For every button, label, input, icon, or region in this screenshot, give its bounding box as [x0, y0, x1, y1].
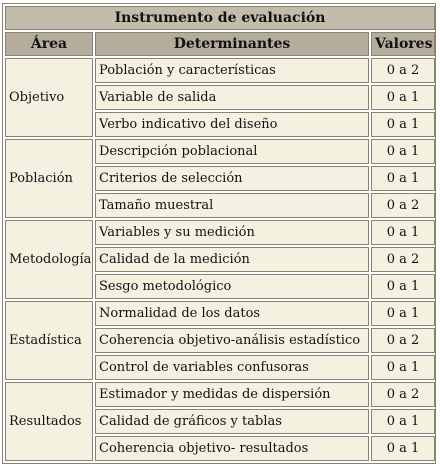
evaluation-table-frame — [2, 3, 436, 464]
header-area: Área — [5, 32, 93, 56]
evaluation-instrument-table — [3, 4, 437, 463]
determinante-cell: Sesgo metodológico — [95, 274, 369, 299]
determinante-cell: Coherencia objetivo- resultados — [95, 436, 369, 461]
determinante-cell: Verbo indicativo del diseño — [95, 112, 369, 137]
table-row — [5, 382, 435, 407]
valor-cell: 0 a 2 — [371, 328, 435, 353]
determinante-cell: Control de variables confusoras — [95, 355, 369, 380]
determinante-cell: Calidad de gráficos y tablas — [95, 409, 369, 434]
valor-cell: 0 a 1 — [371, 112, 435, 137]
area-cell: Metodología — [5, 220, 93, 299]
valor-cell: 0 a 1 — [371, 409, 435, 434]
valor-cell: 0 a 2 — [371, 247, 435, 272]
determinante-cell: Variables y su medición — [95, 220, 369, 245]
determinante-cell: Criterios de selección — [95, 166, 369, 191]
determinante-cell: Población y características — [95, 58, 369, 83]
determinante-cell: Estimador y medidas de dispersión — [95, 382, 369, 407]
table-row — [5, 139, 435, 164]
determinante-cell: Variable de salida — [95, 85, 369, 110]
valor-cell: 0 a 1 — [371, 301, 435, 326]
valor-cell: 0 a 1 — [371, 166, 435, 191]
header-determinantes: Determinantes — [95, 32, 369, 56]
determinante-cell: Calidad de la medición — [95, 247, 369, 272]
valor-cell: 0 a 1 — [371, 220, 435, 245]
valor-cell: 0 a 2 — [371, 382, 435, 407]
determinante-cell: Coherencia objetivo-análisis estadístico — [95, 328, 369, 353]
determinante-cell: Descripción poblacional — [95, 139, 369, 164]
area-cell: Objetivo — [5, 58, 93, 137]
valor-cell: 0 a 1 — [371, 85, 435, 110]
header-valores: Valores — [371, 32, 435, 56]
table-title: Instrumento de evaluación — [5, 6, 435, 30]
valor-cell: 0 a 1 — [371, 139, 435, 164]
table-row — [5, 58, 435, 83]
table-row — [5, 301, 435, 326]
area-cell: Resultados — [5, 382, 93, 461]
valor-cell: 0 a 2 — [371, 193, 435, 218]
valor-cell: 0 a 1 — [371, 274, 435, 299]
table-row — [5, 220, 435, 245]
area-cell: Estadística — [5, 301, 93, 380]
determinante-cell: Tamaño muestral — [95, 193, 369, 218]
valor-cell: 0 a 1 — [371, 436, 435, 461]
area-cell: Población — [5, 139, 93, 218]
valor-cell: 0 a 2 — [371, 58, 435, 83]
valor-cell: 0 a 1 — [371, 355, 435, 380]
determinante-cell: Normalidad de los datos — [95, 301, 369, 326]
